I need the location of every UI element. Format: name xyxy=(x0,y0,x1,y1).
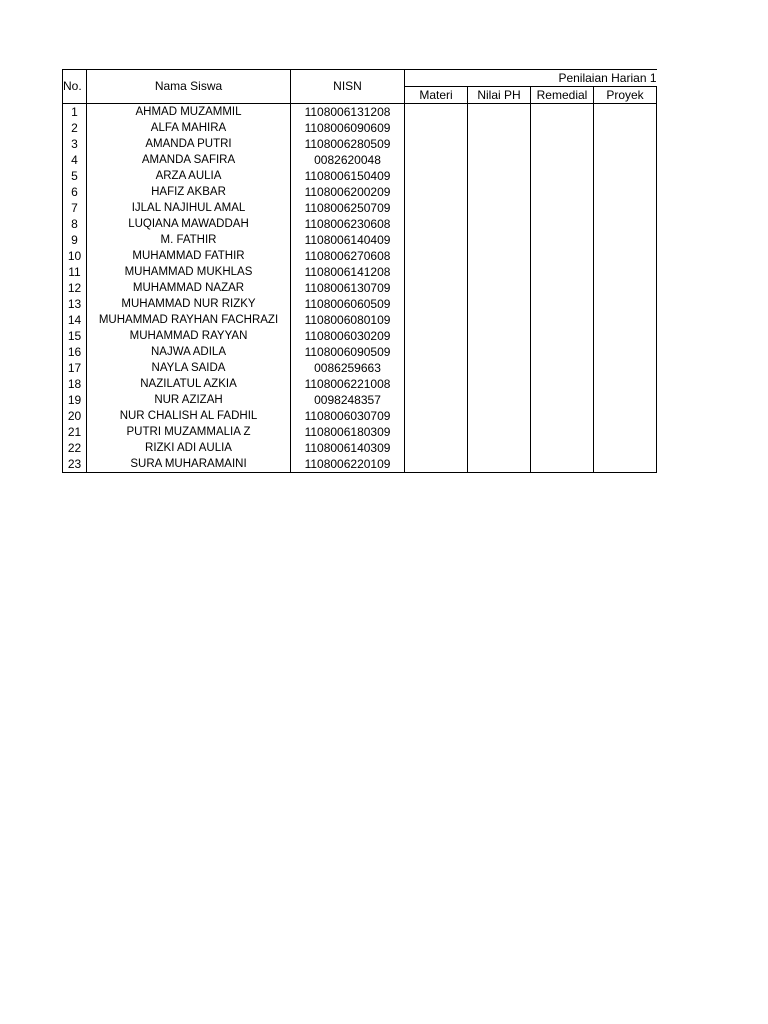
student-name: RIZKI ADI AULIA xyxy=(87,440,291,456)
proyek-cell xyxy=(594,120,657,136)
student-nisn: 1108006150409 xyxy=(291,168,405,184)
nilai-ph-cell xyxy=(468,104,531,121)
table-row xyxy=(63,200,657,216)
row-number: 20 xyxy=(63,408,87,424)
remedial-cell xyxy=(531,280,594,296)
table-row xyxy=(63,232,657,248)
table-row xyxy=(63,184,657,200)
proyek-cell xyxy=(594,456,657,473)
row-number: 4 xyxy=(63,152,87,168)
student-nisn: 1108006140409 xyxy=(291,232,405,248)
student-nisn: 1108006030709 xyxy=(291,408,405,424)
remedial-cell xyxy=(531,456,594,473)
table-row xyxy=(63,312,657,328)
table-row xyxy=(63,440,657,456)
student-nisn: 1108006140309 xyxy=(291,440,405,456)
proyek-cell xyxy=(594,104,657,121)
remedial-cell xyxy=(531,424,594,440)
row-number: 6 xyxy=(63,184,87,200)
nilai-ph-cell xyxy=(468,328,531,344)
remedial-cell xyxy=(531,184,594,200)
remedial-cell xyxy=(531,344,594,360)
remedial-cell xyxy=(531,328,594,344)
remedial-cell xyxy=(531,392,594,408)
nilai-ph-cell xyxy=(468,296,531,312)
table-body xyxy=(63,104,657,473)
row-number: 5 xyxy=(63,168,87,184)
row-number: 8 xyxy=(63,216,87,232)
header-penilaian-harian: Penilaian Harian 1 xyxy=(405,70,657,87)
materi-cell xyxy=(405,456,468,473)
row-number: 15 xyxy=(63,328,87,344)
row-number: 21 xyxy=(63,424,87,440)
nilai-ph-cell xyxy=(468,216,531,232)
proyek-cell xyxy=(594,344,657,360)
row-number: 18 xyxy=(63,376,87,392)
student-nisn: 1108006221008 xyxy=(291,376,405,392)
materi-cell xyxy=(405,296,468,312)
student-nisn: 1108006090509 xyxy=(291,344,405,360)
materi-cell xyxy=(405,104,468,121)
table-row xyxy=(63,216,657,232)
remedial-cell xyxy=(531,440,594,456)
remedial-cell xyxy=(531,296,594,312)
nilai-ph-cell xyxy=(468,200,531,216)
table-row xyxy=(63,120,657,136)
student-name: MUHAMMAD MUKHLAS xyxy=(87,264,291,280)
student-nisn: 1108006131208 xyxy=(291,104,405,121)
header-nilai-ph: Nilai PH xyxy=(468,87,531,104)
proyek-cell xyxy=(594,152,657,168)
row-number: 2 xyxy=(63,120,87,136)
remedial-cell xyxy=(531,312,594,328)
materi-cell xyxy=(405,152,468,168)
remedial-cell xyxy=(531,264,594,280)
row-number: 19 xyxy=(63,392,87,408)
table-row xyxy=(63,408,657,424)
proyek-cell xyxy=(594,248,657,264)
materi-cell xyxy=(405,232,468,248)
proyek-cell xyxy=(594,216,657,232)
student-nisn: 1108006141208 xyxy=(291,264,405,280)
table-row xyxy=(63,136,657,152)
remedial-cell xyxy=(531,216,594,232)
materi-cell xyxy=(405,440,468,456)
student-name: MUHAMMAD FATHIR xyxy=(87,248,291,264)
student-name: NUR CHALISH AL FADHIL xyxy=(87,408,291,424)
remedial-cell xyxy=(531,104,594,121)
nilai-ph-cell xyxy=(468,440,531,456)
table-row xyxy=(63,328,657,344)
header-materi: Materi xyxy=(405,87,468,104)
header-no: No. xyxy=(63,70,87,104)
table-row xyxy=(63,344,657,360)
table-row xyxy=(63,456,657,473)
row-number: 12 xyxy=(63,280,87,296)
remedial-cell xyxy=(531,120,594,136)
table-row xyxy=(63,264,657,280)
table-row xyxy=(63,360,657,376)
materi-cell xyxy=(405,200,468,216)
student-name: AMANDA SAFIRA xyxy=(87,152,291,168)
student-name: MUHAMMAD NAZAR xyxy=(87,280,291,296)
row-number: 14 xyxy=(63,312,87,328)
student-nisn: 1108006270608 xyxy=(291,248,405,264)
nilai-ph-cell xyxy=(468,136,531,152)
row-number: 3 xyxy=(63,136,87,152)
proyek-cell xyxy=(594,312,657,328)
table-row xyxy=(63,296,657,312)
table-header xyxy=(63,70,657,104)
proyek-cell xyxy=(594,360,657,376)
nilai-ph-cell xyxy=(468,424,531,440)
nilai-ph-cell xyxy=(468,120,531,136)
materi-cell xyxy=(405,408,468,424)
student-nisn: 0082620048 xyxy=(291,152,405,168)
proyek-cell xyxy=(594,296,657,312)
student-nisn: 1108006080109 xyxy=(291,312,405,328)
remedial-cell xyxy=(531,200,594,216)
row-number: 11 xyxy=(63,264,87,280)
student-name: SURA MUHARAMAINI xyxy=(87,456,291,473)
row-number: 16 xyxy=(63,344,87,360)
table-row xyxy=(63,392,657,408)
student-nisn: 1108006030209 xyxy=(291,328,405,344)
materi-cell xyxy=(405,184,468,200)
student-nisn: 1108006180309 xyxy=(291,424,405,440)
nilai-ph-cell xyxy=(468,408,531,424)
materi-cell xyxy=(405,168,468,184)
table-row xyxy=(63,280,657,296)
nilai-ph-cell xyxy=(468,232,531,248)
student-nisn: 1108006060509 xyxy=(291,296,405,312)
student-name: ALFA MAHIRA xyxy=(87,120,291,136)
student-nisn: 1108006230608 xyxy=(291,216,405,232)
materi-cell xyxy=(405,264,468,280)
row-number: 13 xyxy=(63,296,87,312)
nilai-ph-cell xyxy=(468,312,531,328)
header-nama-siswa: Nama Siswa xyxy=(87,70,291,104)
student-name: MUHAMMAD NUR RIZKY xyxy=(87,296,291,312)
student-nisn: 1108006200209 xyxy=(291,184,405,200)
student-name: MUHAMMAD RAYHAN FACHRAZI xyxy=(87,312,291,328)
proyek-cell xyxy=(594,440,657,456)
proyek-cell xyxy=(594,168,657,184)
proyek-cell xyxy=(594,280,657,296)
row-number: 9 xyxy=(63,232,87,248)
student-name: NAYLA SAIDA xyxy=(87,360,291,376)
nilai-ph-cell xyxy=(468,184,531,200)
proyek-cell xyxy=(594,200,657,216)
row-number: 22 xyxy=(63,440,87,456)
student-name: AHMAD MUZAMMIL xyxy=(87,104,291,121)
nilai-ph-cell xyxy=(468,360,531,376)
student-nisn: 0086259663 xyxy=(291,360,405,376)
row-number: 10 xyxy=(63,248,87,264)
student-nisn: 1108006220109 xyxy=(291,456,405,473)
proyek-cell xyxy=(594,328,657,344)
table-row xyxy=(63,248,657,264)
proyek-cell xyxy=(594,136,657,152)
remedial-cell xyxy=(531,248,594,264)
header-nisn: NISN xyxy=(291,70,405,104)
table-row xyxy=(63,168,657,184)
student-name: PUTRI MUZAMMALIA Z xyxy=(87,424,291,440)
proyek-cell xyxy=(594,424,657,440)
remedial-cell xyxy=(531,408,594,424)
materi-cell xyxy=(405,392,468,408)
row-number: 7 xyxy=(63,200,87,216)
table-row xyxy=(63,104,657,121)
student-name: NUR AZIZAH xyxy=(87,392,291,408)
nilai-ph-cell xyxy=(468,168,531,184)
materi-cell xyxy=(405,248,468,264)
student-name: MUHAMMAD RAYYAN xyxy=(87,328,291,344)
remedial-cell xyxy=(531,136,594,152)
remedial-cell xyxy=(531,376,594,392)
proyek-cell xyxy=(594,392,657,408)
student-name: ARZA AULIA xyxy=(87,168,291,184)
student-nisn: 0098248357 xyxy=(291,392,405,408)
nilai-ph-cell xyxy=(468,248,531,264)
materi-cell xyxy=(405,424,468,440)
student-nisn: 1108006130709 xyxy=(291,280,405,296)
table-row xyxy=(63,376,657,392)
student-name: IJLAL NAJIHUL AMAL xyxy=(87,200,291,216)
proyek-cell xyxy=(594,376,657,392)
student-name: HAFIZ AKBAR xyxy=(87,184,291,200)
remedial-cell xyxy=(531,168,594,184)
student-name: NAZILATUL AZKIA xyxy=(87,376,291,392)
header-proyek: Proyek xyxy=(594,87,657,104)
nilai-ph-cell xyxy=(468,456,531,473)
materi-cell xyxy=(405,376,468,392)
student-grades-table xyxy=(62,69,657,473)
nilai-ph-cell xyxy=(468,376,531,392)
row-number: 17 xyxy=(63,360,87,376)
nilai-ph-cell xyxy=(468,392,531,408)
proyek-cell xyxy=(594,232,657,248)
remedial-cell xyxy=(531,360,594,376)
remedial-cell xyxy=(531,152,594,168)
materi-cell xyxy=(405,312,468,328)
nilai-ph-cell xyxy=(468,344,531,360)
table-row xyxy=(63,424,657,440)
table-row xyxy=(63,152,657,168)
materi-cell xyxy=(405,136,468,152)
nilai-ph-cell xyxy=(468,264,531,280)
proyek-cell xyxy=(594,264,657,280)
student-nisn: 1108006280509 xyxy=(291,136,405,152)
student-name: NAJWA ADILA xyxy=(87,344,291,360)
proyek-cell xyxy=(594,408,657,424)
grade-sheet xyxy=(62,69,657,473)
materi-cell xyxy=(405,120,468,136)
materi-cell xyxy=(405,280,468,296)
row-number: 1 xyxy=(63,104,87,121)
remedial-cell xyxy=(531,232,594,248)
materi-cell xyxy=(405,328,468,344)
student-name: LUQIANA MAWADDAH xyxy=(87,216,291,232)
materi-cell xyxy=(405,216,468,232)
materi-cell xyxy=(405,344,468,360)
proyek-cell xyxy=(594,184,657,200)
nilai-ph-cell xyxy=(468,152,531,168)
nilai-ph-cell xyxy=(468,280,531,296)
student-nisn: 1108006250709 xyxy=(291,200,405,216)
student-name: M. FATHIR xyxy=(87,232,291,248)
header-remedial: Remedial xyxy=(531,87,594,104)
student-nisn: 1108006090609 xyxy=(291,120,405,136)
student-name: AMANDA PUTRI xyxy=(87,136,291,152)
materi-cell xyxy=(405,360,468,376)
row-number: 23 xyxy=(63,456,87,473)
